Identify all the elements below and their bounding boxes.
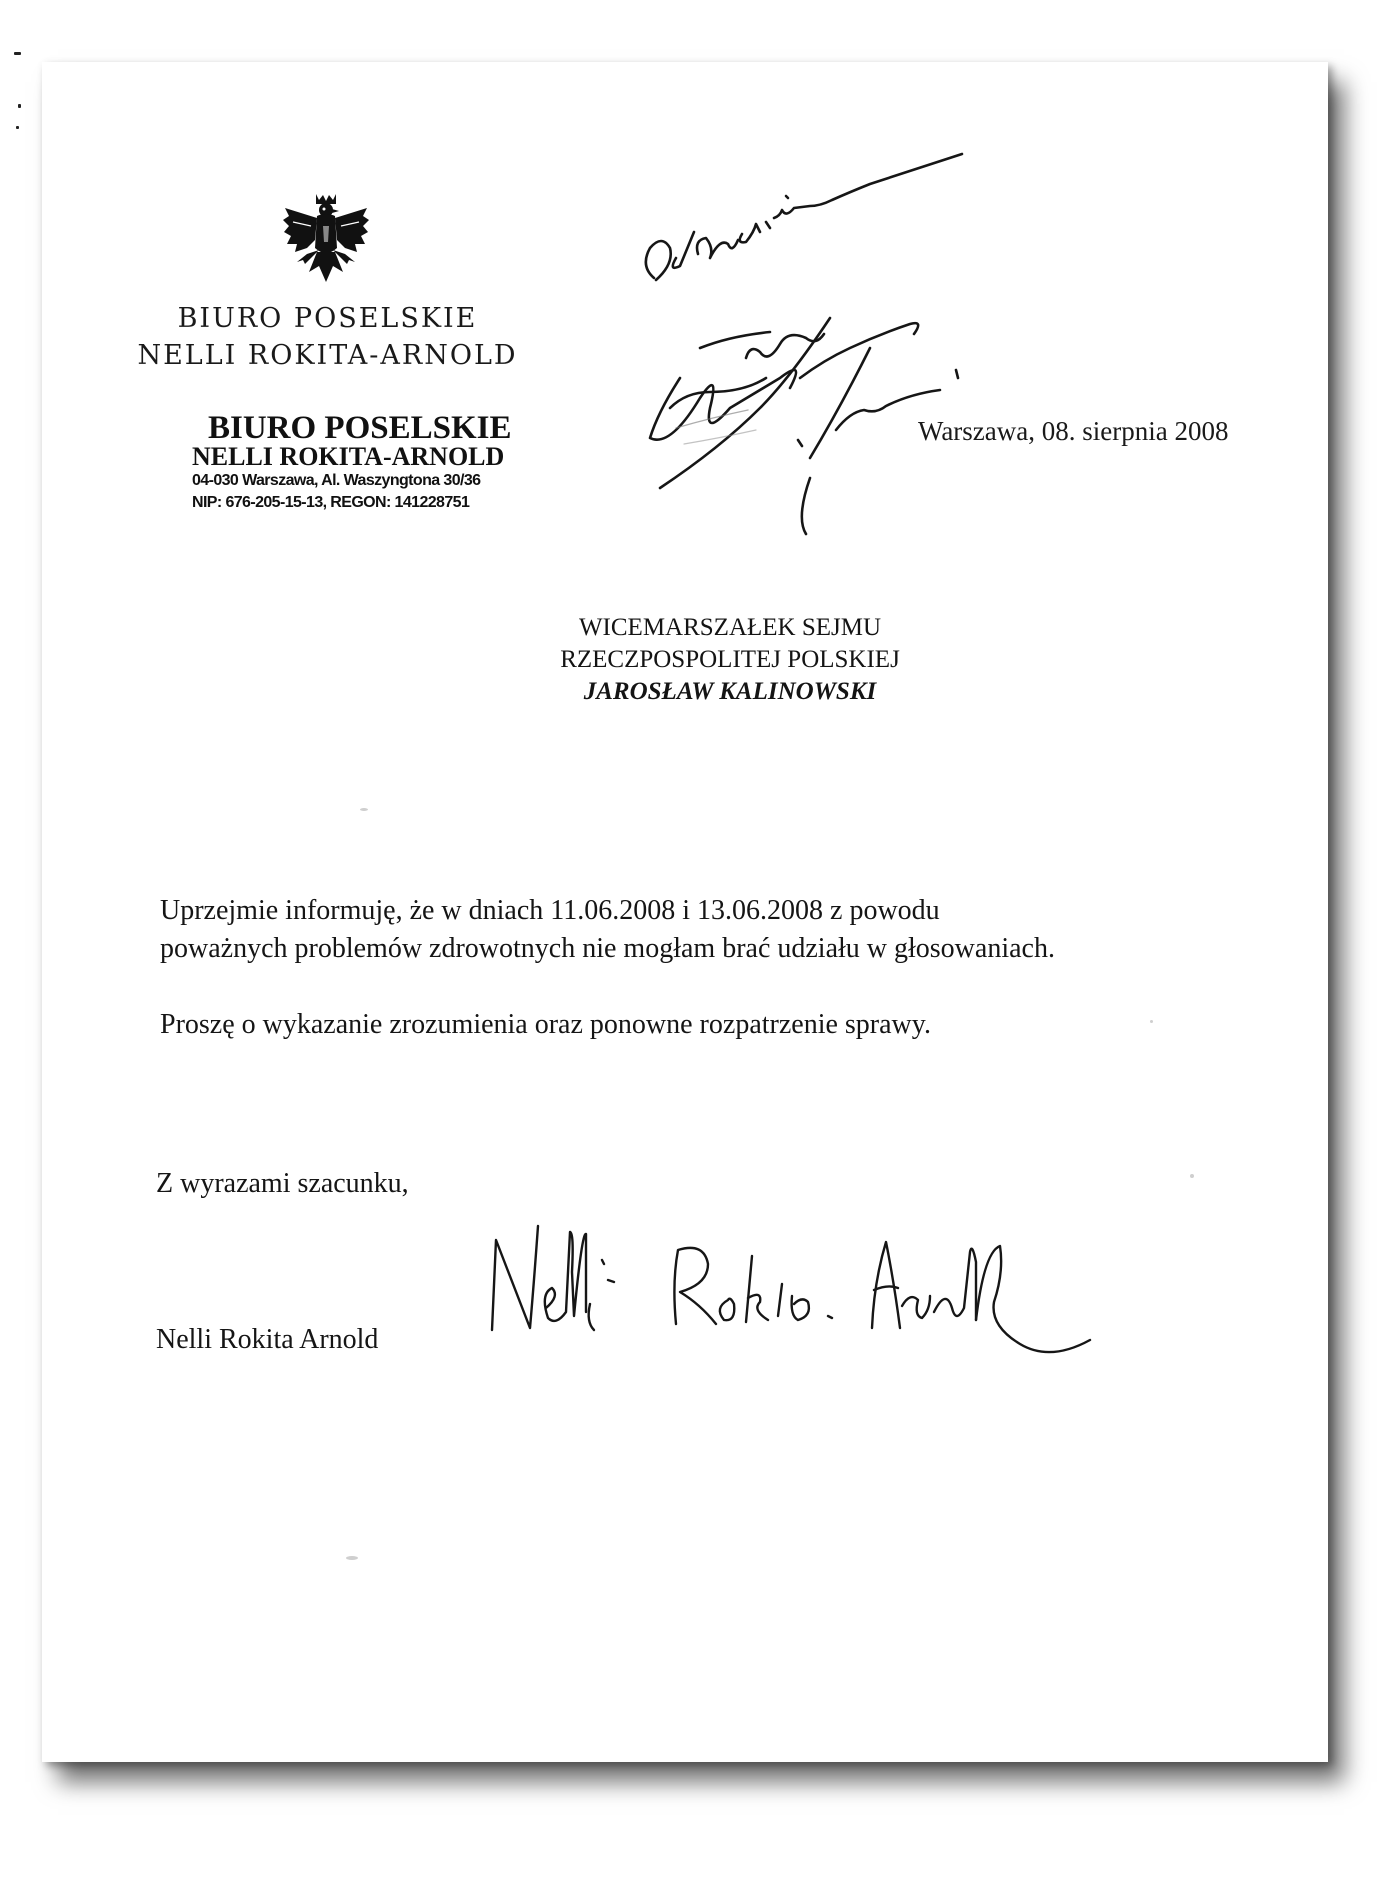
recipient-name: JAROSŁAW KALINOWSKI xyxy=(583,678,877,705)
office-title-line1: BIURO POSELSKIE xyxy=(177,303,478,334)
closing-line: Z wyrazami szacunku, xyxy=(156,1168,409,1199)
letter-date: Warszawa, 08. sierpnia 2008 xyxy=(918,416,1229,446)
scan-speck xyxy=(1150,1020,1153,1023)
handwritten-signature xyxy=(490,1212,1110,1362)
stamp-tax-ids: NIP: 676-205-15-13, REGON: 141228751 xyxy=(192,494,470,511)
scan-edge-mark xyxy=(14,52,21,55)
stamp-line1: BIURO POSELSKIE xyxy=(208,410,512,446)
scan-edge-mark xyxy=(16,126,19,129)
stamp-address: 04-030 Warszawa, Al. Waszyngtona 30/36 xyxy=(192,472,481,489)
scan-speck xyxy=(360,808,368,811)
office-stamp xyxy=(170,412,550,514)
recipient-title-line2: RZECZPOSPOLITEJ POLSKIEJ xyxy=(560,646,900,673)
recipient-block xyxy=(480,612,980,708)
letter-body xyxy=(160,892,1260,1044)
body-paragraph1-line1: Uprzejmie informuję, że w dniach 11.06.2008 i 13.06.2008 z powodu xyxy=(160,895,940,926)
sender-name: Nelli Rokita Arnold xyxy=(156,1324,379,1355)
handwritten-note-signature xyxy=(610,148,980,548)
stamp-line2: NELLI ROKITA-ARNOLD xyxy=(192,442,505,471)
body-paragraph2: Proszę o wykazanie zrozumienia oraz ponowne rozpatrzenie sprawy. xyxy=(160,1009,931,1040)
recipient-title-line1: WICEMARSZAŁEK SEJMU xyxy=(578,614,882,641)
scan-edge-mark xyxy=(18,104,21,108)
polish-eagle-emblem-icon xyxy=(283,192,369,288)
scan-speck xyxy=(346,1556,358,1560)
body-paragraph1-line2: poważnych problemów zdrowotnych nie mogłam brać udziału w głosowaniach. xyxy=(160,933,1055,964)
scan-speck xyxy=(1190,1174,1194,1178)
office-title-line2: NELLI ROKITA-ARNOLD xyxy=(137,340,518,371)
office-letterhead xyxy=(120,300,535,374)
